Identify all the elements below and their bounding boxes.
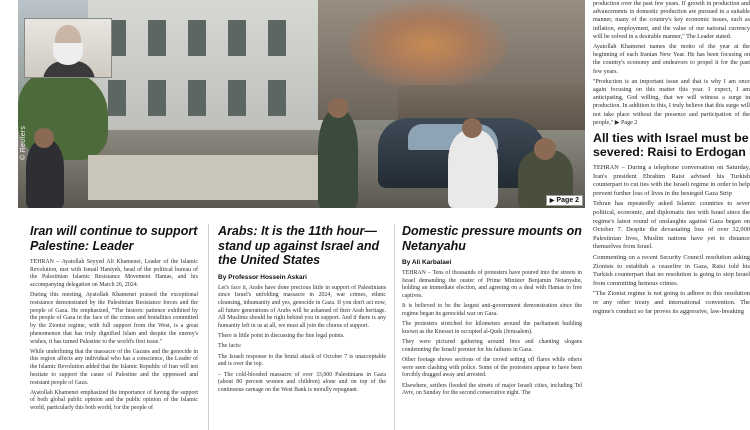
- article-paragraph: Tehran has repeatedly asked Islamic countries to sever political, economic, and diplomatic ties with Israel since the regime's latest round of onslaughts against Gaza began on October 7. Despite the devastating loss of over 32,000 Palestinian lives, Muslim nations have yet to distance themselves from Israel.: [593, 200, 750, 251]
- article-paragraph: production over the past few years. If growth in production and advancements in domestic production are pursued in a suitable manner, many of the country's key economic issues, such as inflation, employment, and the value of our national currency will be solved in a desirable manner," The Leader stated.: [593, 1, 750, 40]
- person-figure: [26, 140, 64, 208]
- person-head: [34, 128, 54, 148]
- column-divider: [394, 224, 395, 430]
- smoke-plume: [348, 0, 508, 90]
- article-paragraph: They were pictured gathering around fires and chanting slogans condemning the Israeli premier for his failures in Gaza.: [402, 339, 582, 353]
- article-headline[interactable]: Domestic pressure mounts on Netanyahu: [402, 224, 582, 253]
- article-paragraph: Other footage shows sections of the crowd setting off flares while others were seen clashing with police. Some of the protesters appear to have been forcibly dragged away and arrested.: [402, 357, 582, 379]
- column-divider: [208, 224, 209, 430]
- article-paragraph: TEHRAN – During a telephone conversation on Saturday, Iran's president Ebrahim Raisi advised his Turkish counterpart to cut ties with the Israeli regime in order to help prevent further loss of lives in the besieged Gaza Strip: [593, 164, 750, 197]
- article-paragraph: – The cold-blooded massacre of over 33,000 Palestinians in Gaza (about 80 percent women and children) alone and on top of the continuous carnage on the West Bank is morally repugnant.: [218, 371, 386, 393]
- article-paragraph: Ayatollah Khamenei names the motto of the year at the beginning of each Iranian New Year. He has been focusing on the country's economy and endeavors to propel it for the past few years.: [593, 44, 750, 75]
- article-paragraph: Ayatollah Khamenei emphasized the importance of having the support of both global public opinion and the public opinion of the Islamic world, particularly this both world, for the people of: [30, 389, 198, 412]
- article-headline[interactable]: Arabs: It is the 11th hour—stand up against Israel and the United States: [218, 224, 380, 267]
- article-arabs: [218, 224, 386, 430]
- article-paragraph: TEHRAN – Tens of thousands of protesters have poured into the streets in Israel demanding the ouster of Prime Minister Benjamin Netanyahu, holding an immediate election, and agreeing on a deal with Hamas to free captives.: [402, 270, 582, 300]
- person-head: [328, 98, 348, 118]
- article-paragraph: "Production is an important issue and that is why I am once again focusing on this matter this year. I expect, I am anticipating, God willing, that we will witness a surge in production. In addition to this, I truly believe that this surge will not take place without the presence and participation of the people," ▶ Page 2: [593, 78, 750, 126]
- article-paragraph: During this meeting, Ayatollah Khamenei praised the exceptional resistance demonstrated by the Palestinian Resistance forces and the people of Gaza. He emphasized, "The historic patience exhibited by the people of Gaza in the face of the crimes and brutalities committed by the Zionist regime, with full support from the West, is a great phenomenon that has truly dignified Islam and despite the enemy's wishes, it has turned Palestine to the world's first issue.": [30, 292, 198, 345]
- article-netanyahu: [402, 224, 582, 430]
- building-facade: [88, 0, 338, 150]
- soldier-figure: [318, 110, 358, 208]
- article-paragraph: The protesters stretched for kilometers around the parliament building known as the Knesset in occupied al-Quds (Jerusalem).: [402, 321, 582, 335]
- page-tag[interactable]: ▶ Page 2: [546, 195, 583, 206]
- article-paragraph: TEHRAN – Ayatollah Seyyed Ali Khamenei, Leader of the Islamic Revolution, met with Ismail Haniyeh, head of the political bureau of the Palestinian Islamic Resistance Movement Hamas, and his accompanying delegation on March 26, 2024.: [30, 259, 198, 289]
- article-paragraph: It is believed to be the largest anti-government demonstration since the regime began its genocidal war on Gaza.: [402, 303, 582, 318]
- news-photo: [18, 0, 585, 208]
- white-wall: [88, 155, 318, 200]
- article-paragraph: Elsewhere, settlers flooded the streets of major Israeli cities, including Tel Aviv, on Sunday for the second consecutive night. The: [402, 382, 582, 397]
- photo-credit: © Reuters: [20, 125, 27, 160]
- article-headline[interactable]: Iran will continue to support Palestine: Leader: [30, 224, 198, 253]
- portrait-poster: [24, 18, 112, 78]
- person-figure: [448, 130, 498, 208]
- article-paragraph: The facts:: [218, 343, 242, 350]
- article-paragraph: There is little point in discussing the fine legal points.: [218, 333, 345, 340]
- article-paragraph: Let's face it, Arabs have done precious little in support of Palestinians since Israel's unfolding massacre in 2024, war crimes, ethnic cleansing, inhumanity and yes, genocide in Gaza. If you don't act now, all future generations of Arabs will be ashamed of their Arab heritage. All Muslims should be right behind you in support. And if there is any humanity left in us at all, we must all join the chorus of support.: [218, 284, 386, 330]
- person-head: [462, 118, 482, 138]
- article-headline[interactable]: All ties with Israel must be severed: Raisi to Erdogan: [593, 131, 749, 160]
- article-paragraph: Commenting on a recent Security Council resolution asking Zionists to establish a ceasefire in Gaza, Raisi told his Turkish counterpart that no resolution is going to stop Israel from committing heinous crimes.: [593, 253, 750, 287]
- article-paragraph: The Israeli response to the brutal attack of October 7 is unacceptable and is over the top.: [218, 353, 386, 368]
- article-paragraph: While underlining that the massacre of the Gazans and the genocide in this region affects any individual who has a conscience, the Leader of the Islamic Revolution added that the Islamic Republic of Iran will not hesitate to support the cause of Palestine and the oppressed and resistant people of Gaza.: [30, 348, 198, 386]
- person-head: [534, 138, 556, 160]
- article-paragraph: "The Zionist regime is not going to adhere to this resolution or any other treaty and international convention. The regime's conduct so far proves its aggressive, law-breaking: [593, 290, 750, 315]
- right-column: [593, 0, 750, 430]
- article-byline: By Ali Karbalaei: [402, 259, 452, 266]
- article-byline: By Professor Hossein Askari: [218, 273, 307, 281]
- article-leader: [30, 224, 198, 430]
